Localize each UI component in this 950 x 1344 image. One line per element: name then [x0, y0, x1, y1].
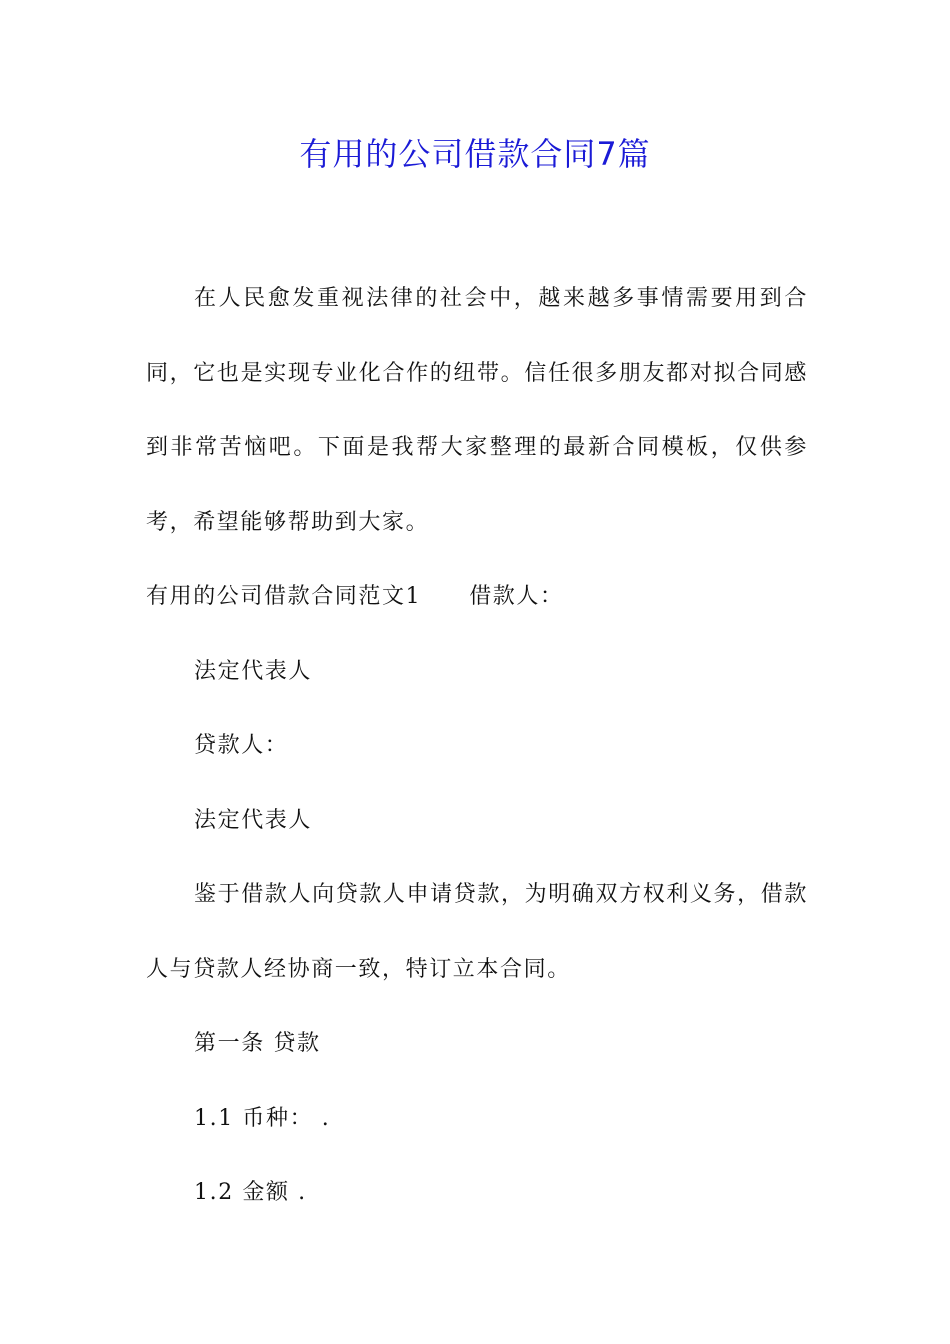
lender-label: 贷款人： — [194, 733, 289, 758]
document-title: 有用的公司借款合同7篇 — [299, 135, 651, 173]
intro-paragraph: 在人民愈发重视法律的社会中，越来越多事情需要用到合同，它也是实现专业化合作的纽带。信任很多朋友都对拟合同感到非常苦恼吧。下面是我帮大家整理的最新合同模板，仅供参考，希望能够帮助到大家。 — [146, 286, 808, 535]
section-heading-line — [146, 560, 808, 635]
document-body — [146, 262, 808, 1231]
lender-rep-label: 法定代表人 — [194, 807, 313, 833]
borrower-label: 借款人： — [469, 584, 564, 609]
clause-1-1: 1.1 币种： . — [194, 1105, 331, 1131]
preamble-paragraph: 鉴于借款人向贷款人申请贷款，为明确双方权利义务，借款人与贷款人经协商一致，特订立本合同。 — [146, 882, 808, 982]
clause-1-2: 1.2 金额 . — [194, 1180, 307, 1205]
article-1-title: 第一条 贷款 — [194, 1031, 321, 1056]
borrower-rep-label: 法定代表人 — [194, 658, 313, 684]
section-heading: 有用的公司借款合同范文1 — [146, 584, 422, 609]
